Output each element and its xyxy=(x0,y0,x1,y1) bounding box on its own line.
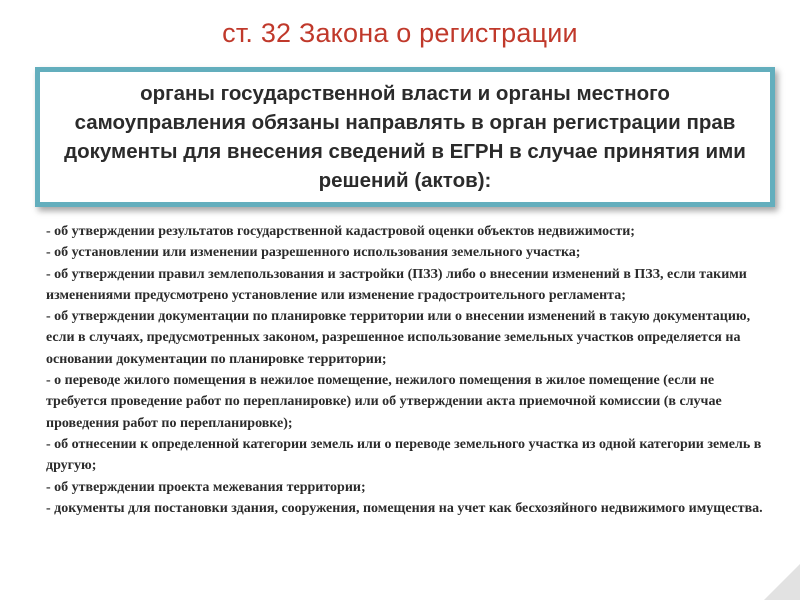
list-item: - об утверждении результатов государственной кадастровой оценки объектов недвижимости; xyxy=(46,224,635,239)
slide-title: ст. 32 Закона о регистрации xyxy=(222,18,578,48)
list-item: - об установлении или изменении разрешенного использования земельного участка; xyxy=(46,245,581,261)
page-corner-decoration xyxy=(764,564,800,600)
highlight-box xyxy=(35,67,775,207)
highlight-box-text: органы государственной власти и органы местного самоуправления обязаны направлять в орган регистрации прав документы для внесения сведений в ЕГРН в случае принятия ими решений (актов): xyxy=(64,82,746,192)
list-item: - о переводе жилого помещения в нежилое помещение, нежилого помещения в жилое помещение (если не требуется проведение работ по перепланировке) или об утверждении акта приемочной комиссии (в случае проведения работ по перепланировке); xyxy=(46,373,722,431)
list-item: - об утверждении проекта межевания территории; xyxy=(46,479,366,495)
list-item: - документы для постановки здания, сооружения, помещения на учет как бесхозяйного недвижимого имущества. xyxy=(46,500,763,516)
list-item: - об утверждении правил землепользования и застройки (ПЗЗ) либо о внесении изменений в ПЗЗ, если такими изменениями предусмотрено установление или изменение градостроительного регламента; xyxy=(46,266,747,303)
list-item: - об утверждении документации по планировке территории или о внесении изменений в такую документацию, если в случаях, предусмотренных законом, разрешенное использование земельных участков определяется на основании документации по планировке территории; xyxy=(46,309,751,367)
list-item: - об отнесении к определенной категории земель или о переводе земельного участка из одной категории земель в другую; xyxy=(46,436,762,474)
decision-list xyxy=(46,221,776,519)
